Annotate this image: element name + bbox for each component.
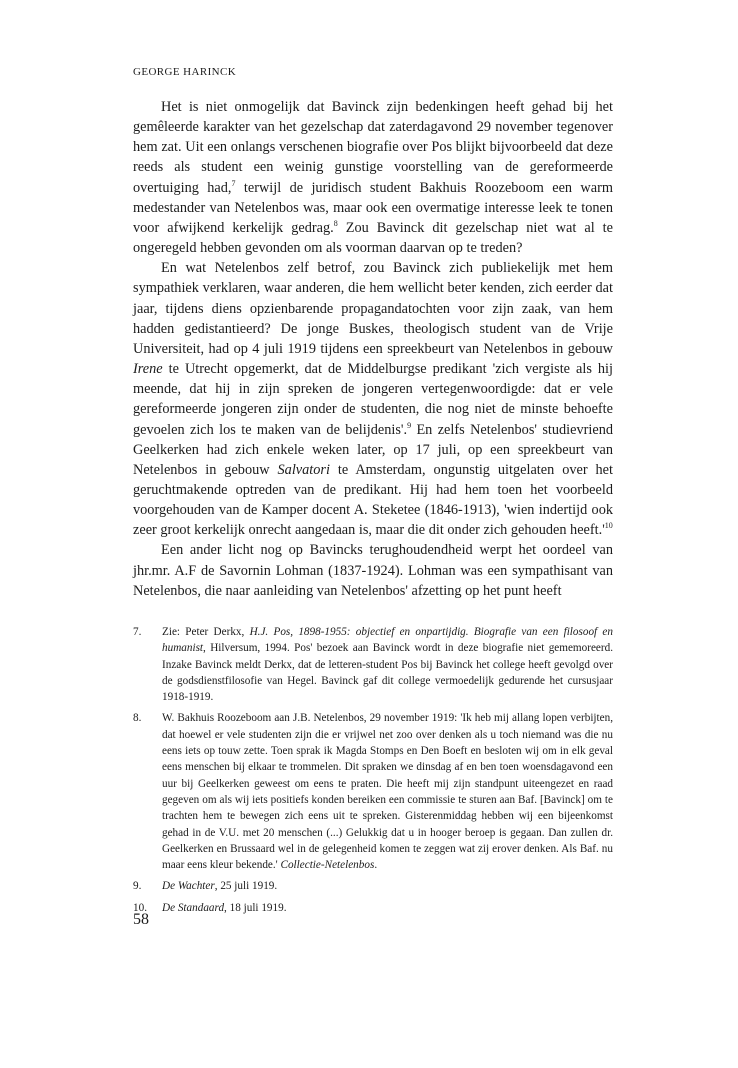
footnote-number: 9. — [133, 880, 142, 893]
footnote-text: De Wachter, 25 juli 1919. — [162, 880, 278, 893]
body-text — [133, 97, 613, 601]
italic-text: Collectie-Netelenbos — [280, 859, 375, 872]
italic-text: De Wachter — [162, 880, 215, 893]
footnote-text: W. Bakhuis Roozeboom aan J.B. Netelenbos, 29 november 1919: 'Ik heb mij allang lopen verbijten, dat hoewel er vele studenten zijn die er vrijwel net zoo over denken als u toch niemand was die nu eens iets op touw zette. Toen sprak ik Magda Stomps en Den Boeft en besloten wij om in elk geval eens menschen bij elkaar te trommelen. Dit spraken we dinsdag af en ben toen woensdagavond een uur bij Geelkerken geweest om eens te praten. Die heeft mij zijn standpunt uiteengezet en raad gegeven om als wij iets positiefs konden bereiken een commissie te sturen aan Baf. [Bavinck] om te trachten hem te bewegen zich eens uit te spreken. Gisterenmiddag hebben wij een bijeenkomst gehad in de V.U. met 20 menschen (...) Gelukkig dat u in hooger beroep is gegaan. Dan zullen dr. Geelkerken en Brussaard wel in de gelegenheid komen te zeggen wat zij erover denken. Als Baf. nu maar eens kleur bekende.' Collectie-Netelenbos. — [162, 712, 613, 872]
footnote-number: 8. — [133, 712, 142, 725]
running-head: GEORGE HARINCK — [133, 66, 237, 78]
footnotes — [133, 624, 613, 921]
footnote-number: 7. — [133, 626, 142, 638]
footnote-text: Zie: Peter Derkx, H.J. Pos, 1898-1955: objectief en onpartijdig. Biografie van een filosoof en humanist, Hilversum, 1994. Pos' bezoek aan Bavinck wordt in deze biografie niet gememoreerd. Inzake Bavinck meldt Derkx, dat de letteren-student Pos bij Bavinck het college heeft gevolgd over de godsdienstfilosofie van Hegel. Bavinck gaf dit college vermoedelijk gedurende het cursusjaar 1918-1919. — [162, 626, 613, 704]
footnote — [133, 900, 613, 916]
footnote-text: De Standaard, 18 juli 1919. — [162, 901, 287, 914]
footnote — [133, 710, 613, 873]
footnote-number: 10. — [133, 901, 147, 914]
italic-text: Salvatori — [277, 461, 330, 478]
italic-text: De Standaard — [162, 901, 225, 914]
italic-text: Irene — [133, 361, 163, 378]
footnote-ref: 10 — [604, 521, 613, 531]
footnote — [133, 624, 613, 705]
body-paragraph: Het is niet onmogelijk dat Bavinck zijn bedenkingen heeft gehad bij het gemêleerde karakter van het gezelschap dat zaterdagavond 29 november tegenover hem zat. Uit een onlangs verschenen biografie over Pos blijkt bijvoorbeeld dat deze reeds als student een weinig gunstige voorstelling van de gereformeerde overtuiging had,$^7$ terwijl de juridisch student Bakhuis Roozeboom een warm medestander van Netelenbos was, maar ook een overmatige interesse leek te tonen voor afwijkend kerkelijk gedrag.$^8$ Zou Bavinck dit gezelschap niet wat al te ongeregeld hebben gevonden om als voorman daarvan op te treden? — [133, 99, 613, 257]
italic-text: H.J. Pos, 1898-1955: objectief en onpartijdig. Biografie van een filosoof en humanist — [162, 626, 613, 655]
page-number: 58 — [133, 911, 149, 928]
footnote-ref: 8 — [333, 218, 338, 228]
footnote — [133, 878, 613, 894]
body-paragraph: Een ander licht nog op Bavincks terughoudendheid werpt het oordeel van jhr.mr. A.F de Savornin Lohman (1837-1924). Lohman was een sympathisant van Netelenbos, die naar aanleiding van Netelenbos' afzetting op het punt heeft — [133, 542, 613, 599]
footnote-ref: 7 — [231, 178, 236, 188]
body-paragraph: En wat Netelenbos zelf betrof, zou Bavinck zich publiekelijk met hem sympathiek verklaren, waar anderen, die hem wellicht beter kenden, zich eerder dat jaar, tijdens diens opzienbarende propagandatochten voor zijn zaak, van hem hadden gedistantieerd? De jonge Buskes, theologisch student van de Vrije Universiteit, had op 4 juli 1919 tijdens een spreekbeurt van Netelenbos in gebouw Irene te Utrecht opgemerkt, dat de Middelburgse predikant 'zich vergiste als hij meende, dat hij in zijn spreken de jongeren vertegenwoordigde: dat er vele gereformeerde jongeren zijn onder de studenten, die nog niet de minste behoefte gevoelen zich los te maken van de belijdenis'.$^9$ En zelfs Netelenbos' studievriend Geelkerken had zich enkele weken later, op 17 juli, op een spreekbeurt van Netelenbos in gebouw Salvatori te Amsterdam, ongunstig uitgelaten over het geruchtmakende optreden van de predikant. Hij had hem toen het voorbeeld voorgehouden van de Kamper docent A. Steketee (1846-1913), 'wien indertijd ook zeer groot kerkelijk onrecht aangedaan is, maar die dit onder zich gehouden $heeft.'^{10}$ — [133, 260, 614, 539]
footnote-ref: 9 — [407, 420, 412, 430]
